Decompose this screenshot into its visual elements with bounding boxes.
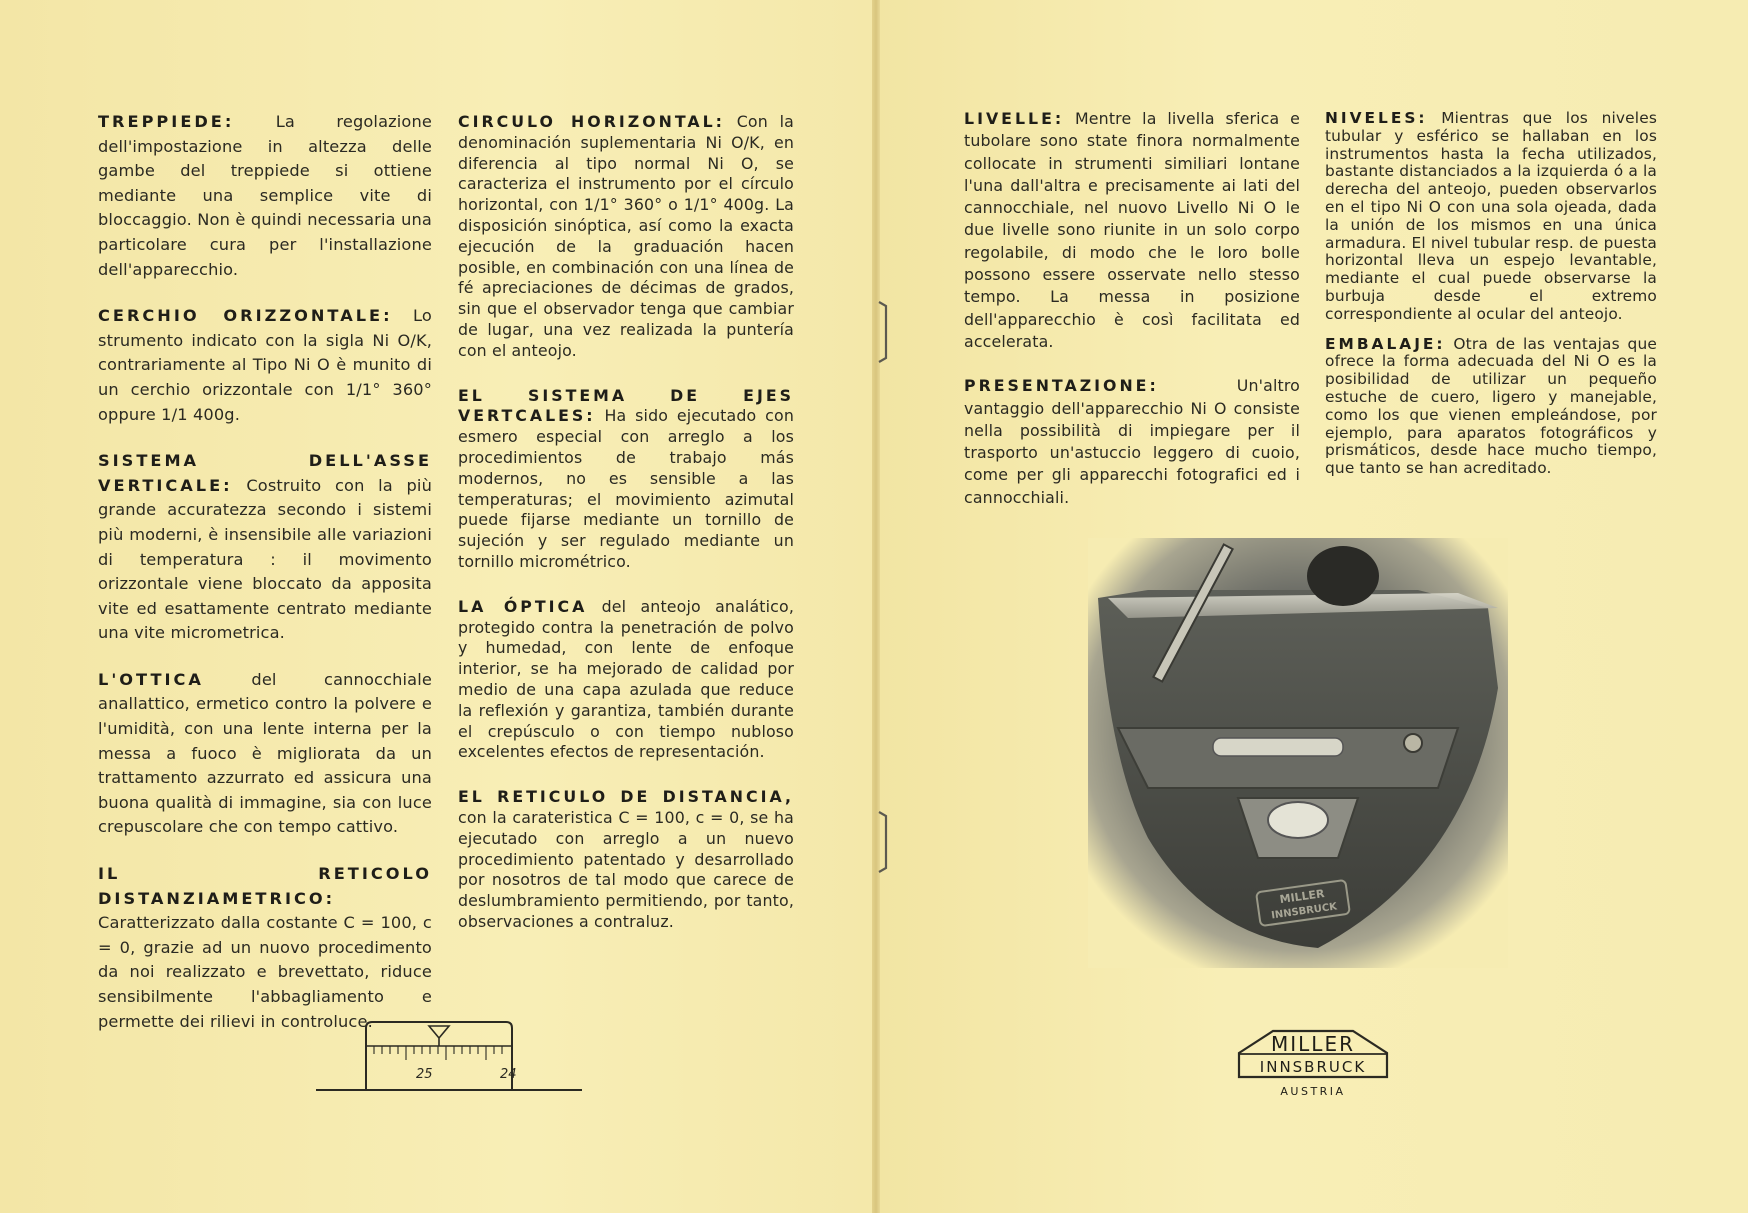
section-circulo-horizontal xyxy=(458,112,794,362)
section-ottica xyxy=(98,668,432,840)
section-heading: PRESENTAZIONE: xyxy=(964,376,1159,396)
section-cerchio-orizzontale xyxy=(98,304,432,427)
section-niveles xyxy=(1325,110,1657,324)
plate-line-2: INNSBRUCK xyxy=(1270,901,1338,922)
spanish-column-left xyxy=(458,112,794,957)
scale-frame xyxy=(366,1022,512,1090)
section-heading: CERCHIO ORIZZONTALE: xyxy=(98,306,393,326)
scale-ticks xyxy=(374,1046,502,1060)
section-text: Costruito con la più grande accuratezza secondo i sistemi più moderni, è insensibile alle variazioni di temperatura : il movimento orizzontale viene bloccato da apposita vite ed esattamente centrato mediante una vite micrometrica. xyxy=(98,475,432,643)
section-heading: LIVELLE: xyxy=(964,109,1065,128)
tubular-level-vial xyxy=(1213,738,1343,756)
section-sistema-ejes xyxy=(458,386,794,573)
section-text: La regolazione dell'impostazione in altezza delle gambe del treppiede si ottiene mediante una semplice vite di bloccaggio. Non è quindi necessaria una particolare cura per l'installazione dell'apparecchio. xyxy=(98,112,433,279)
section-heading: IL RETICOLO DISTANZIAMETRICO: xyxy=(98,864,432,908)
plate-line-1: MILLER xyxy=(1278,886,1326,907)
italian-column-left xyxy=(98,110,432,1056)
section-embalaje xyxy=(1325,336,1657,478)
section-text: Con la denominación suplementaria Ni O/K, en diferencia al tipo normal Ni O, se caracteriza el instrumento por el círculo horizontal, con 1/1° 360° o 1/1° 400g. La disposición sinóptica, así como la exacta ejecución de la graduación hacen posible, en combinación con una línea de fé apreciaciones de décimas de grados, sin que el observador tenga que cambiar de lugar, una vez realizada la puntería con el anteojo. xyxy=(458,112,794,360)
section-heading: CIRCULO HORIZONTAL: xyxy=(458,112,725,131)
circular-level-bubble xyxy=(1268,802,1328,838)
spanish-column-right xyxy=(1325,110,1657,490)
section-text: del anteojo analático, protegido contra la penetración de polvo y humedad, con lente de enfoque interior, se ha mejorado de calidad por medio de una capa azulada que reduce la reflexión y garantiza, también durante el crepúsculo o con tiempo nubloso excelentes efectos de representación. xyxy=(458,596,794,762)
section-heading: SISTEMA DELL'ASSE VERTICALE: xyxy=(98,451,432,495)
section-text: Mentre la livella sferica e tubolare sono state finora normalmente collocate in strumenti similiari lontane l'una dall'altra e precisamente ai lati del cannocchiale, nel nuovo Livello Ni O le due livelle sono riunite in un solo corpo regolabile, di modo che le loro bolle possono essere osservate nello stesso tempo. La messa in posizione dell'apparecchio è così facilitata ed accelerata. xyxy=(964,109,1301,351)
section-livelle xyxy=(964,108,1300,353)
reticle-scale-illustration xyxy=(316,1018,582,1092)
section-heading: TREPPIEDE: xyxy=(98,112,235,131)
scale-label-24: 24 xyxy=(500,1067,517,1082)
miller-innsbruck-logo xyxy=(1233,1027,1393,1101)
focus-knob xyxy=(1307,546,1379,606)
section-heading: EMBALAJE: xyxy=(1325,334,1446,353)
section-treppiede xyxy=(98,110,432,282)
section-reticolo xyxy=(98,862,432,1034)
adjustment-screw xyxy=(1404,734,1422,752)
section-presentazione xyxy=(964,375,1300,509)
section-heading: L'OTTICA xyxy=(98,669,204,689)
section-text: Ha sido ejecutado con esmero especial con arreglo a los procedimientos de trabajo más modernos, no es sensible a las temperaturas; el movimiento azimutal puede fijarse mediante un tornillo de sujeción y ser regulado mediante un tornillo micrométrico. xyxy=(458,406,794,571)
section-text: del cannocchiale anallattico, ermetico contro la polvere e l'umidità, con una lente interna per la messa a fuoco è migliorata da un trattamento azzurrato ed assicura una buona qualità di immagine, sia con luce crepuscolare che con tempo cattivo. xyxy=(98,669,433,837)
staple-bottom xyxy=(876,810,890,874)
section-text: con la carateristica C = 100, c = 0, se ha ejecutado con arreglo a un nuevo procedimiento patentado y desarrollado por nosotros de tal modo que carece de deslumbramiento permitiendo, por tanto, observaciones a contraluz. xyxy=(458,807,794,931)
section-heading: LA ÓPTICA xyxy=(458,596,588,616)
logo-miller: MILLER xyxy=(1271,1032,1355,1056)
instrument-photo xyxy=(1088,538,1508,968)
logo-austria: AUSTRIA xyxy=(1280,1085,1346,1098)
section-optica xyxy=(458,597,794,763)
section-text: Mientras que los niveles tubular y esférico se hallaban en los instrumentos hasta la fecha utilizados, bastante distanciados a la izquierda ó a la derecha del anteojo, pueden observarlos en el tipo Ni O con una sola ojeada, dada la unión de los mismos en una única armadura. El nivel tubular resp. de puesta horizontal lleva un espejo levantable, mediante el cual puede observarse la burbuja desde el extremo correspondiente al ocular del anteojo. xyxy=(1325,109,1657,323)
section-text: Lo strumento indicato con la sigla Ni O/K, contrariamente al Tipo Ni O è munito di un cerchio orizzontale con 1/1° 360° oppure 1/1 400g. xyxy=(98,306,432,424)
section-asse-verticale xyxy=(98,449,432,646)
section-text: Un'altro vantaggio dell'apparecchio Ni O consiste nella possibilità di impiegare per il trasporto un'astuccio leggero di cuoio, come per gli apparecchi fotografici ed i cannocchiali. xyxy=(964,376,1300,507)
staple-top xyxy=(876,300,890,364)
section-text: Caratterizzato dalla costante C = 100, c = 0, grazie ad un nuovo procedimento da noi realizzato e brevettato, riduce sensibilmente l'abbagliamento e permette dei rilievi in controluce. xyxy=(98,913,432,1031)
section-text: Otra de las ventajas que ofrece la forma adecuada del Ni O es la posibilidad de utilizar un pequeño estuche de cuero, ligero y manejable, como los que vienen empleándose, por ejemplo, para aparatos fotográficos y prismáticos, desde hace mucho tiempo, que tanto se han acreditado. xyxy=(1325,334,1657,478)
scale-label-25: 25 xyxy=(416,1067,433,1082)
logo-innsbruck: INNSBRUCK xyxy=(1259,1058,1367,1076)
section-heading: NIVELES: xyxy=(1325,109,1428,127)
section-heading: EL SISTEMA DE EJES VERTCALES: xyxy=(458,385,794,426)
section-reticulo xyxy=(458,787,794,933)
italian-column-right xyxy=(964,108,1300,531)
section-heading: EL RETICULO DE DISTANCIA, xyxy=(458,787,794,807)
page-gutter xyxy=(872,0,880,1213)
index-pointer-icon xyxy=(429,1026,449,1046)
